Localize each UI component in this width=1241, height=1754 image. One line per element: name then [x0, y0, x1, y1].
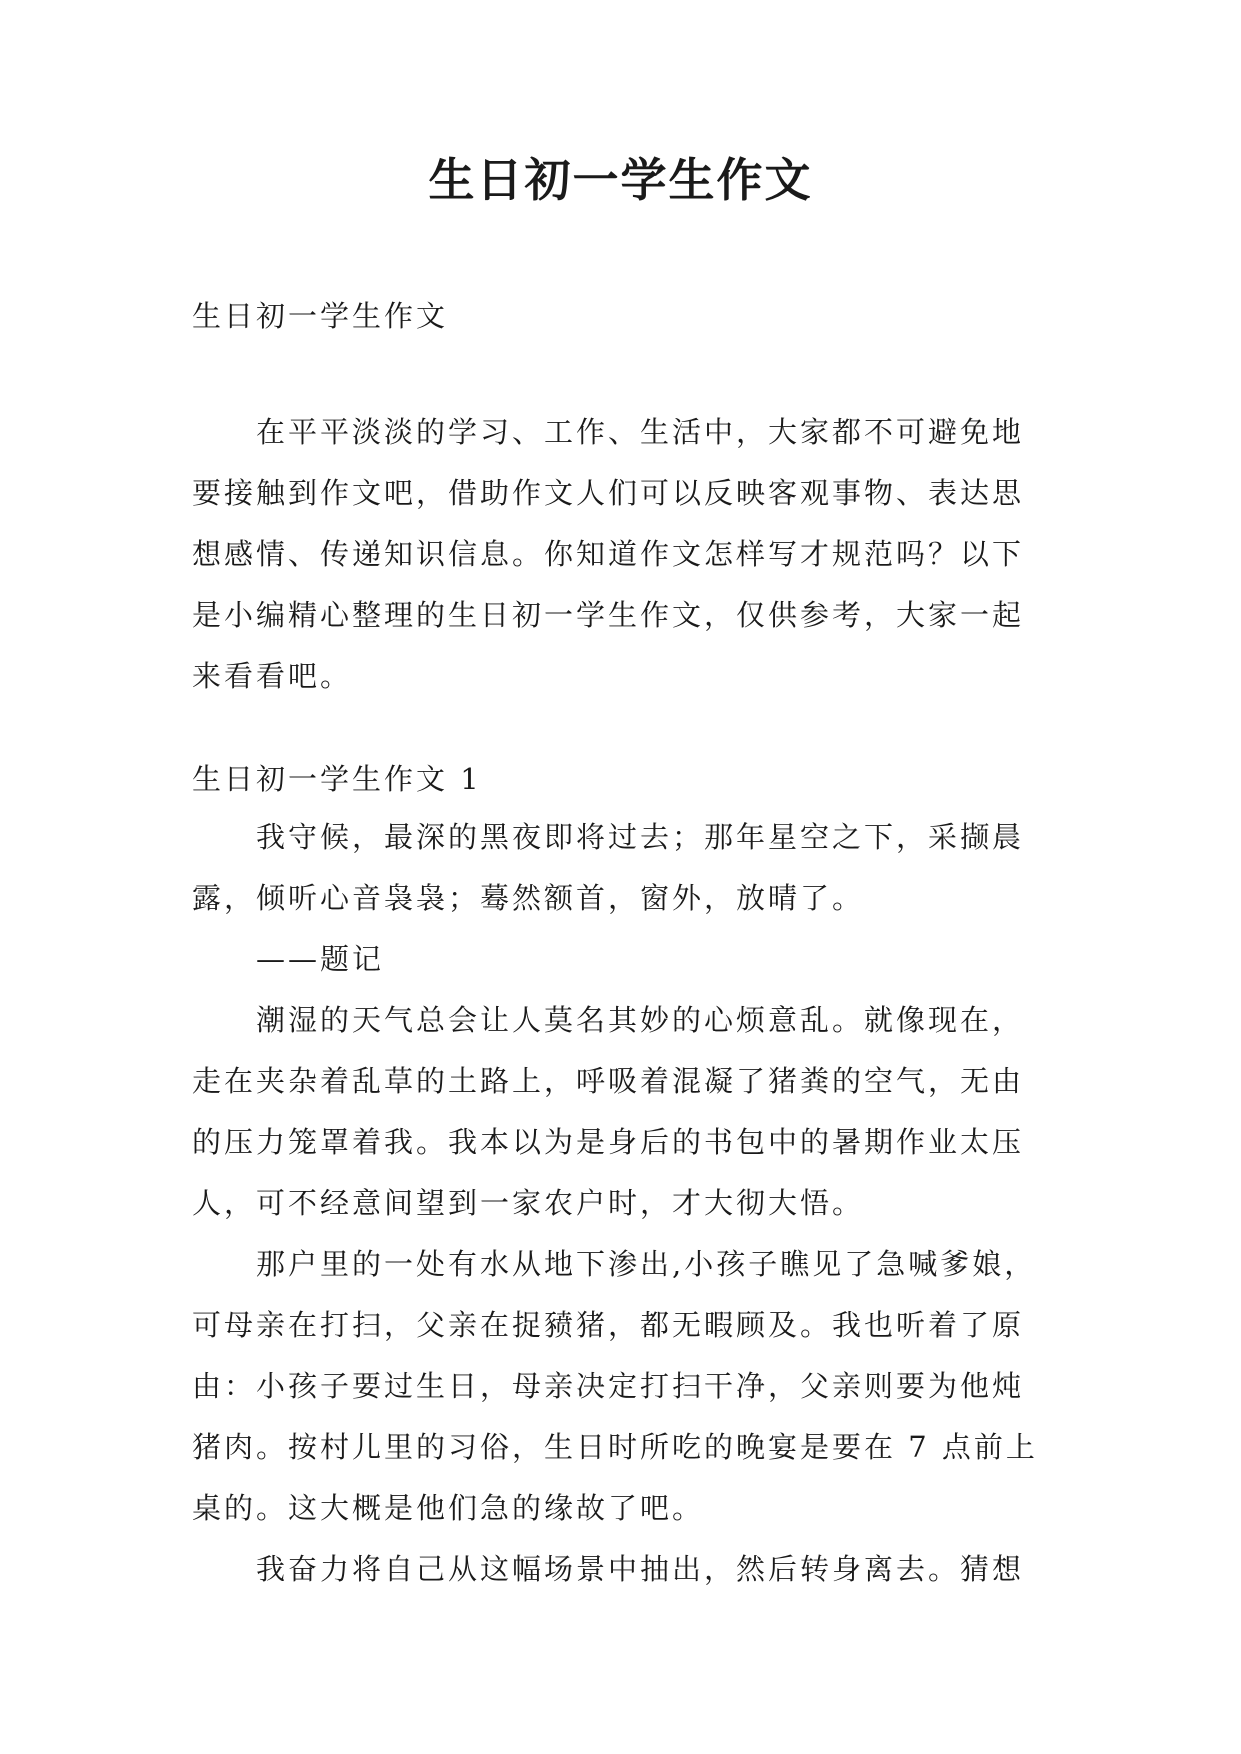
- document-title: 生日初一学生作文: [428, 153, 813, 207]
- epigraph-paragraph: 我守候，最深的黑夜即将过去；那年星空之下，采撷晨露，倾听心音袅袅；蓦然额首，窗外，放晴了。: [192, 820, 1025, 915]
- body-paragraph: 那户里的一处有水从地下渗出,小孩子瞧见了急喊爹娘，可母亲在打扫，父亲在捉豮猪，都无暇顾及。我也听着了原由：小孩子要过生日，母亲决定打扫干净，父亲则要为他炖猪肉。按村儿里的习俗，生日时所吃的晚宴是要在 7 点前上桌的。这大概是他们急的缘故了吧。: [192, 1247, 1038, 1525]
- epigraph-attribution: ——题记: [256, 942, 385, 976]
- intro-paragraph: 在平平淡淡的学习、工作、生活中，大家都不可避免地要接触到作文吧，借助作文人们可以反映客观事物、表达思想感情、传递知识信息。你知道作文怎样写才规范吗？以下是小编精心整理的生日初一学生作文，仅供参考，大家一起来看看吧。: [192, 415, 1025, 693]
- body-paragraph: 我奋力将自己从这幅场景中抽出，然后转身离去。猜想: [256, 1552, 1025, 1586]
- section-heading: 生日初一学生作文 1: [192, 762, 482, 796]
- essay-body: [192, 807, 1052, 1600]
- document-subtitle: 生日初一学生作文: [192, 299, 449, 333]
- body-paragraph: 潮湿的天气总会让人莫名其妙的心烦意乱。就像现在，走在夹杂着乱草的土路上，呼吸着混凝了猪粪的空气，无由的压力笼罩着我。我本以为是身后的书包中的暑期作业太压人，可不经意间望到一家农户时，才大彻大悟。: [192, 1003, 1025, 1220]
